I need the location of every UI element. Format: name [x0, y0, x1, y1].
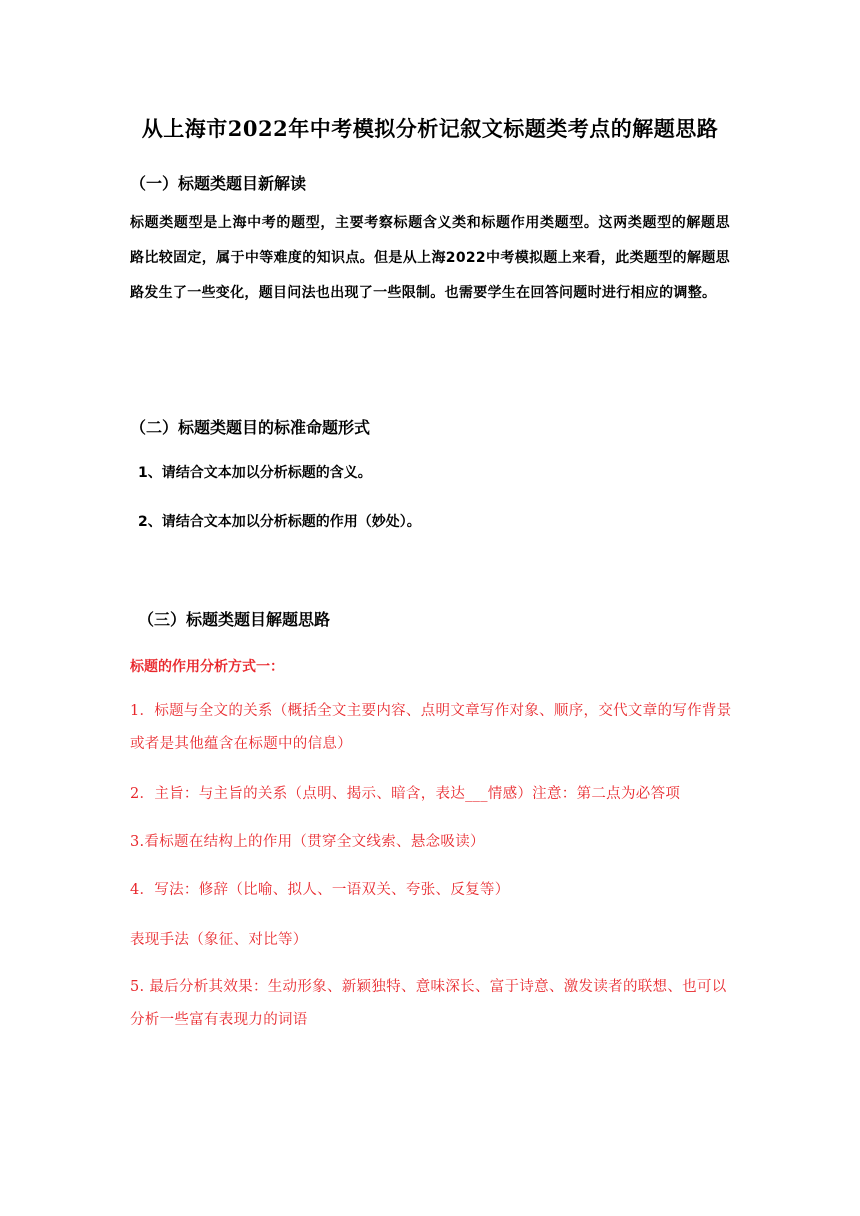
section-3-point-5: 5. 最后分析其效果：生动形象、新颖独特、意味深长、富于诗意、激发读者的联想、也可以分析一些富有表现力的词语	[130, 979, 727, 1028]
section-3-point-4: 4．写法：修辞（比喻、拟人、一语双关、夸张、反复等）	[130, 882, 510, 898]
section-3-point-4-continued: 表现手法（象征、对比等）	[130, 932, 308, 948]
section-1-paragraph: 标题类题型是上海中考的题型，主要考察标题含义类和标题作用类题型。这两类题型的解题思路比较固定，属于中等难度的知识点。但是从上海2022中考模拟题上来看，此类题型的解题思路发生了一些变化，题目问法也出现了一些限制。也需要学生在回答问题时进行相应的调整。	[130, 215, 730, 301]
section-1-heading: （一）标题类题目新解读	[130, 174, 307, 193]
section-2-item-2: 2、请结合文本加以分析标题的作用（妙处）。	[138, 514, 421, 530]
section-3-point-1: 1．标题与全文的关系（概括全文主要内容、点明文章写作对象、顺序，交代文章的写作背景或者是其他蕴含在标题中的信息）	[130, 703, 732, 752]
section-2-heading: （二）标题类题目的标准命题形式	[130, 418, 371, 437]
section-3-heading: （三）标题类题目解题思路	[138, 610, 331, 629]
section-3-point-2: 2．主旨：与主旨的关系（点明、揭示、暗含，表达___情感）注意：第二点为必答项	[130, 786, 681, 802]
section-2-item-1: 1、请结合文本加以分析标题的含义。	[138, 465, 372, 481]
section-3-subheading: 标题的作用分析方式一：	[130, 659, 284, 675]
document-title: 从上海市2022年中考模拟分析记叙文标题类考点的解题思路	[141, 116, 719, 141]
section-3-point-3: 3.看标题在结构上的作用（贯穿全文线索、悬念吸读）	[130, 834, 485, 850]
